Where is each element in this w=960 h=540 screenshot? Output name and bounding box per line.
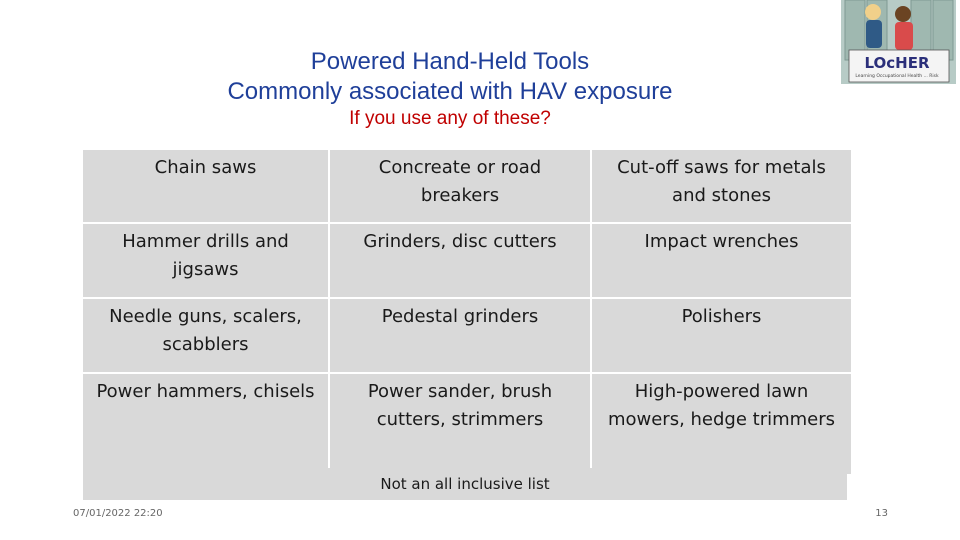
logo-text: LOcHER [864,54,930,72]
locher-logo [841,0,956,84]
slide-subtitle: If you use any of these? [349,108,551,129]
slide-title [150,47,750,107]
page-number: 13 [875,508,888,519]
tool-cell: Concreate or road breakers [330,150,590,222]
tool-cell: Power sander, brush cutters, strimmers [330,374,590,474]
tool-cell: Chain saws [83,150,328,222]
tool-cell: Power hammers, chisels [83,374,328,474]
tool-cell: Cut-off saws for metals and stones [592,150,851,222]
tool-cell: Grinders, disc cutters [330,224,590,297]
tool-cell: Needle guns, scalers, scabblers [83,299,328,372]
logo-tagline: Learning Occupational Health ... Risk [855,74,939,79]
tool-cell: Impact wrenches [592,224,851,297]
slide-date: 07/01/2022 22:20 [73,508,163,519]
tool-cell: Hammer drills and jigsaws [83,224,328,297]
tools-table [83,150,847,474]
tool-cell: High-powered lawn mowers, hedge trimmers [592,374,851,474]
title-line-1: Powered Hand-Held Tools [310,48,590,75]
title-line-2: Commonly associated with HAV exposure [227,78,673,105]
list-note: Not an all inclusive list [83,468,847,500]
tool-cell: Pedestal grinders [330,299,590,372]
tool-cell: Polishers [592,299,851,372]
